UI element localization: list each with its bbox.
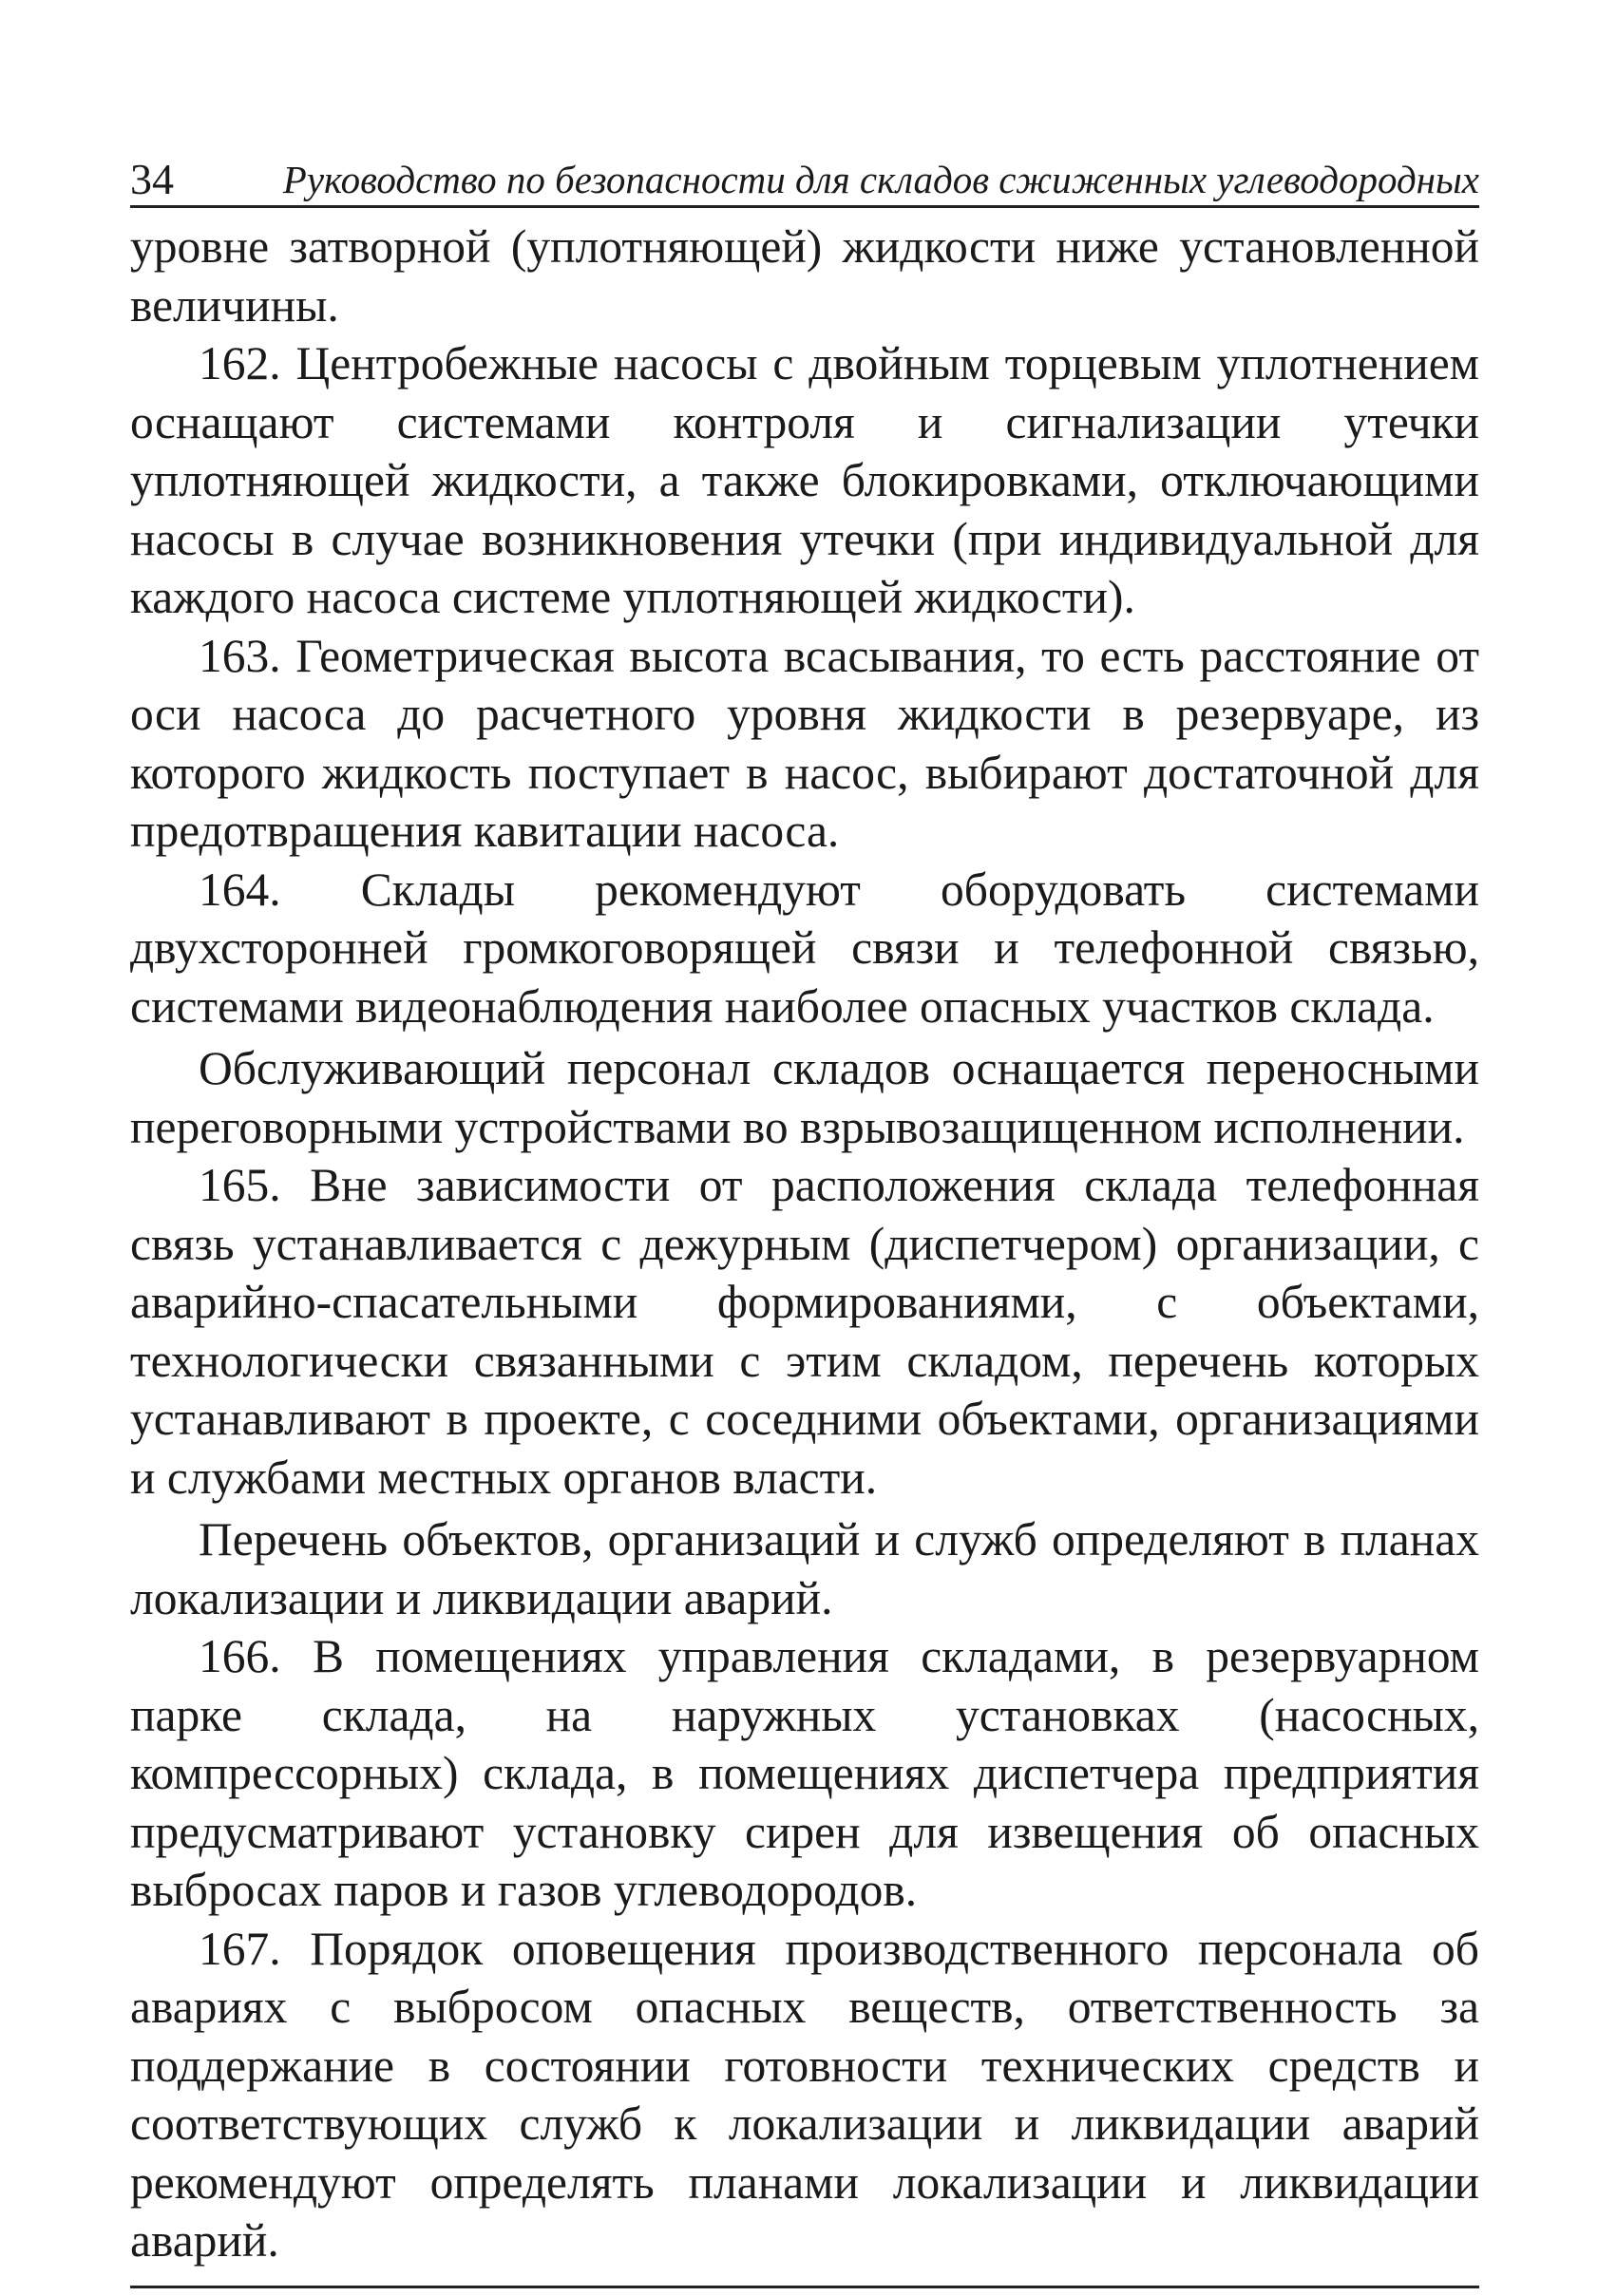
page-number: 34 (130, 155, 174, 203)
paragraph-164: 164. Склады рекомендуют оборудовать системами двухсторонней громкоговорящей связи и телефонной связью, системами видеонаблюдения наиболее опасных участков склада. (130, 863, 1479, 1033)
running-head (130, 142, 1479, 208)
paragraph-166: 166. В помещениях управления складами, в резервуарном парке склада, на наружных установках (насосных, компрессорных) склада, в помещениях диспетчера предприятия предусматривают установку сирен для извещения об опасных выбросах паров и газов углеводородов. (130, 1630, 1479, 1916)
paragraph-continuation: уровне затворной (уплотняющей) жидкости ниже установленной величины. (130, 220, 1479, 332)
paragraph-personnel: Обслуживающий персонал складов оснащается переносными переговорными устройствами во взрывозащищенном исполнении. (130, 1042, 1479, 1153)
bottom-rule (130, 2286, 1479, 2288)
paragraph-162: 162. Центробежные насосы с двойным торцевым уплотнением оснащают системами контроля и сигнализации утечки уплотняющей жидкости, а также блокировками, отключающими насосы в случае возникновения утечки (при индивидуальной для каждого насоса системе уплотняющей жидкости). (130, 337, 1479, 623)
paragraph-165: 165. Вне зависимости от расположения склада телефонная связь устанавливается с дежурным (диспетчером) организации, с аварийно-спасательными формированиями, с объектами, технологически связанными с этим складом, перечень которых устанавливают в проекте, с соседними объектами, организациями и службами местных органов власти. (130, 1159, 1479, 1504)
paragraph-list-of-objects: Перечень объектов, организаций и служб определяют в планах локализации и ликвидации аварий. (130, 1513, 1479, 1624)
paragraph-167: 167. Порядок оповещения производственного персонала об авариях с выбросом опасных веществ, ответственность за поддержание в состоянии готовности технических средств и соответствующих служб к локализации и ликвидации аварий рекомендуют определять планами локализации и ликвидации аварий. (130, 1922, 1479, 2267)
running-title: Руководство по безопасности для складов сжиженных углеводородных (282, 158, 1479, 201)
paragraph-163: 163. Геометрическая высота всасывания, то есть расстояние от оси насоса до расчетного уровня жидкости в резервуаре, из которого жидкость поступает в насос, выбирают достаточной для предотвращения кавитации насоса. (130, 629, 1479, 857)
body-text (130, 218, 1479, 2270)
book-page (130, 142, 1479, 2296)
